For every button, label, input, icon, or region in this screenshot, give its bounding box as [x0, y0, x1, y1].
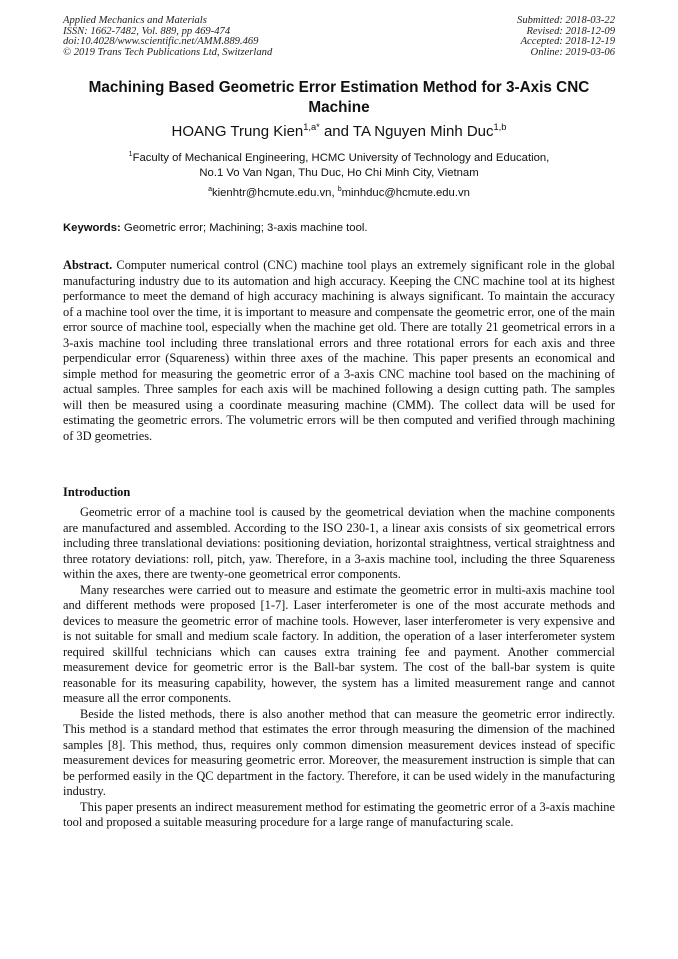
author-conjunction: and: [319, 123, 353, 140]
introduction-body: [63, 505, 615, 831]
author-1-superscript: 1,a*: [303, 122, 320, 132]
affiliation: [63, 151, 615, 181]
abstract-text: Computer numerical control (CNC) machine tool plays an extremely significant role in the global manufacturing industry due to its automation and high accuracy. Keeping the CNC machine tool at its highest performance to meet the demand of high accuracy machining is always significant. To maintain the accuracy of a machine tool over the time, it is important to measure and compensate the geometric error, one of the main error source of machine tool, especially when the machine get old. There are totally 21 geometrical errors in a 3-axis machine tool including three translational errors and three rotational errors for each axis and three perpendicular error (Squareness) within three axes of the machine. This paper presents an economical and simple method for measuring the geometric error of a 3-axis CNC machine tool based on the machining of actual samples. Three samples for each axis will be machined following a design cutting path. The samples will then be measured using a coordinate measuring machine (CMM). The collect data will be used for estimating the geometric errors. The volumetric errors will be then computed and verified through machining of 3D geometries.: [63, 258, 615, 443]
author-emails: [63, 186, 615, 201]
revised-date: Revised: 2018-12-09: [526, 25, 615, 37]
email-a-superscript: a: [208, 186, 212, 194]
intro-paragraph-2: Many researches were carried out to measure and estimate the geometric error in multi-axis machine tool and different methods were proposed [1-7]. Laser interferometer is one of the most accurate methods and devices to measure the geometric error of machine tools. However, laser interferometer is very expensive and is not suitable for small and medium scale factory. In addition, the operation of a laser interferometer system required skillful technicians which can causes extra training fee and payment. Another commercial measurement device for geometric error is the Ball-bar system. The cost of the ball-bar system is quite reasonable for its measuring capability, however, the system has a limited measurement range and cannot measure all the error components.: [63, 582, 615, 705]
online-date: Online: 2019-03-06: [530, 46, 615, 58]
author-2: TA Nguyen Minh Duc: [352, 123, 494, 140]
title-line-1: Machining Based Geometric Error Estimation Method for 3-Axis CNC: [88, 79, 590, 96]
intro-paragraph-3: Beside the listed methods, there is also another method that can measure the geometric error indirectly. This method is a standard method that estimates the error through measuring the dimension of the machined samples [8]. This method, thus, requires only common dimension measurement devices instead of specific measurement devices for measuring geometric error. Moreover, the measurement instruction is simple that can be performed easily in the QC department in the factory. Therefore, it can be used widely in the manufacturing industry.: [63, 706, 615, 798]
journal-info: [63, 16, 272, 58]
email-a: kienhtr@hcmute.edu.vn,: [211, 187, 338, 199]
affiliation-line-1: Faculty of Mechanical Engineering, HCMC University of Technology and Education,: [132, 152, 550, 164]
accepted-date: Accepted: 2018-12-19: [520, 36, 615, 48]
issn-line: ISSN: 1662-7482, Vol. 889, pp 469-474: [63, 25, 231, 37]
author-1: HOANG Trung Kien: [171, 123, 304, 140]
publication-dates: [517, 16, 615, 58]
abstract-label: Abstract.: [63, 258, 113, 272]
journal-name: Applied Mechanics and Materials: [63, 15, 207, 26]
abstract: [63, 258, 615, 444]
email-b-superscript: b: [337, 186, 342, 194]
intro-paragraph-4: This paper presents an indirect measurement method for estimating the geometric error of a 3-axis machine tool and proposed a suitable measuring procedure for a large range of manufacturing scale.: [63, 799, 615, 829]
keywords-text: Geometric error; Machining; 3-axis machine tool.: [120, 222, 368, 234]
paper-title: [63, 78, 615, 118]
author-2-superscript: 1,b: [493, 122, 507, 132]
title-line-2: Machine: [308, 99, 370, 116]
copyright-line: © 2019 Trans Tech Publications Ltd, Switzerland: [63, 46, 273, 58]
author-list: [63, 123, 615, 141]
affiliation-superscript: 1: [128, 151, 133, 159]
intro-paragraph-1: Geometric error of a machine tool is caused by the geometrical deviation when the machine components are manufactured and assembled. According to the ISO 230-1, a linear axis consists of six geometrical errors including three translational deviations: positioning deviation, horizontal straightness, vertical straightness and three rotatory deviations: roll, pitch, yaw. Therefore, in a 3-axis machine tool, including the three Squareness within the axes, there are twenty-one geometrical error components.: [63, 505, 615, 581]
doi-line: doi:10.4028/www.scientific.net/AMM.889.469: [63, 36, 259, 48]
submitted-date: Submitted: 2018-03-22: [517, 15, 615, 26]
email-b: minhduc@hcmute.edu.vn: [341, 187, 470, 199]
keywords: [63, 221, 615, 236]
keywords-label: Keywords:: [63, 222, 121, 234]
introduction-heading: Introduction: [63, 485, 131, 499]
affiliation-line-2: No.1 Vo Van Ngan, Thu Duc, Ho Chi Minh City, Vietnam: [199, 167, 479, 179]
